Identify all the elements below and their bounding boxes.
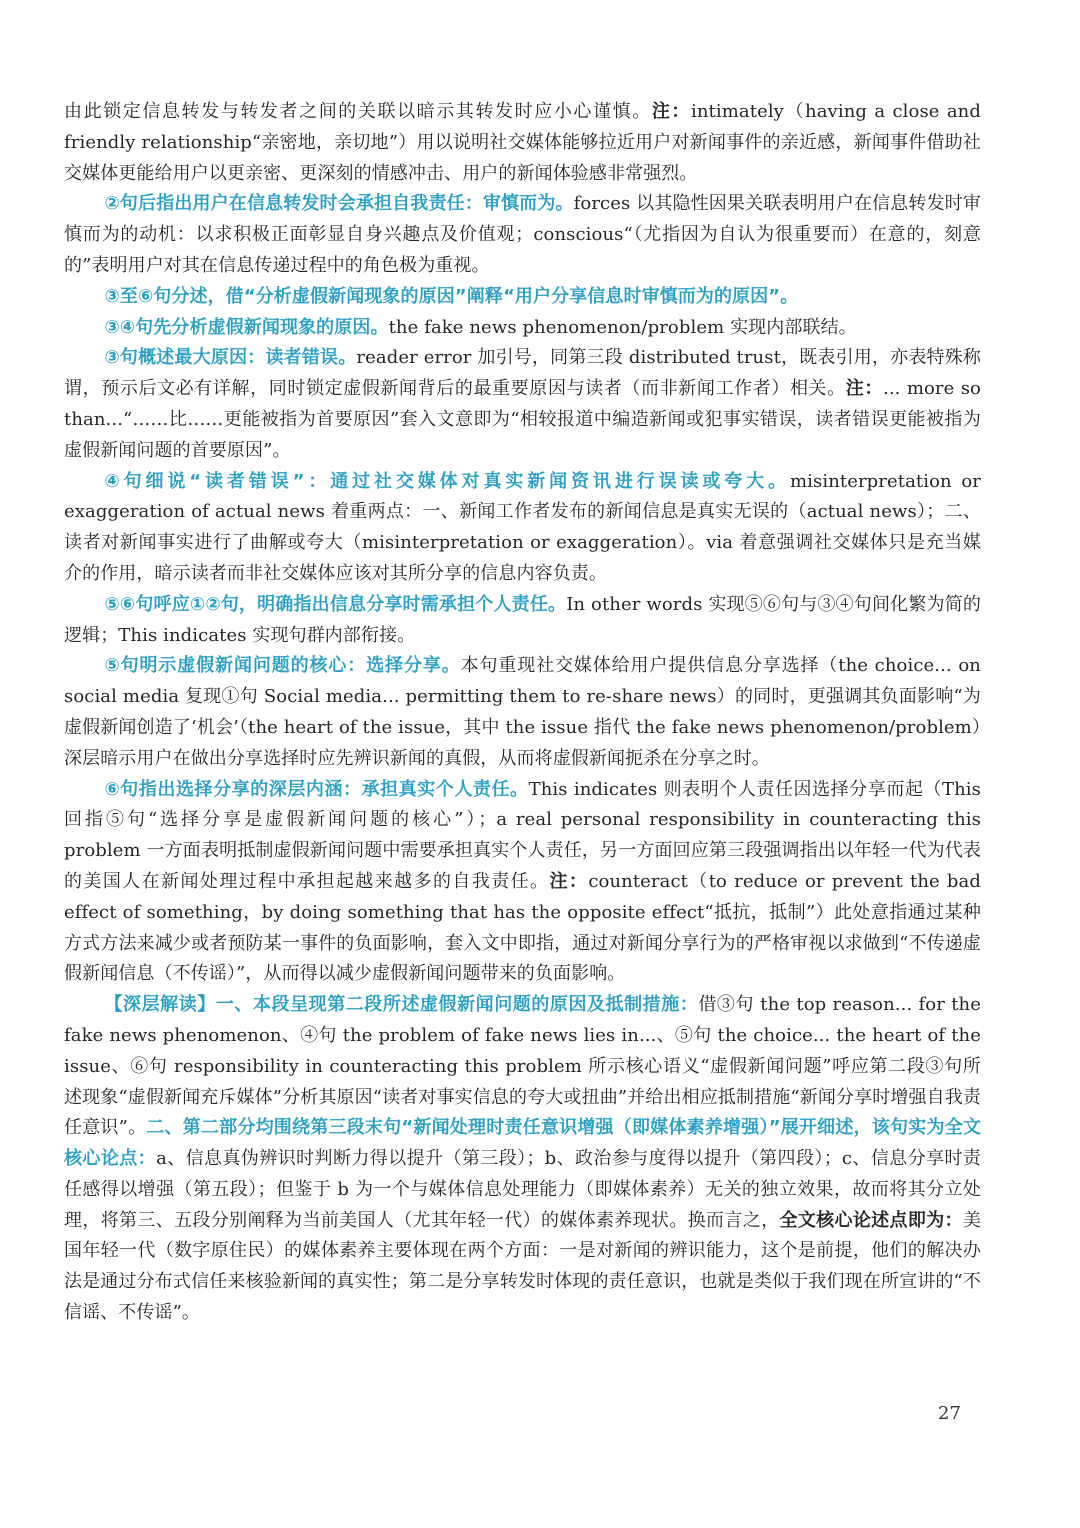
paragraph — [64, 467, 981, 590]
highlighted-text: ⑤句明示虚假新闻问题的核心：选择分享。 — [104, 655, 461, 677]
highlighted-text: 二、第二部分均围绕第三段末句“新闻处理时责任意识增强（即媒体素养增强）”展开细述，该句实为全文核心论点： — [64, 1117, 982, 1170]
body-text-run: 美国年轻一代（数字原住民）的媒体素养主要体现在两个方面：一是对新闻的辨识能力，这个是前提，他们的解决办法是通过分布式信任来核验新闻的真实性；第二是分享转发时体现的责任意识，也就是类似于我们现在所宣讲的“不信谣、不传谣”。 — [64, 1209, 981, 1324]
paragraph — [64, 189, 981, 281]
paragraph — [64, 313, 981, 344]
body-text-run: counteract（to reduce or prevent the bad effect of something，by doing something that has the opposite effect“抵抗，抵制”）此处意指通过某种方式方法来减少或者预防某一事件的负面影响，套入文中即指，通过对新闻分享行为的严格审视以求做到“不传递虚假新闻信息（不传谣）”，从而得以减少虚假新闻问题带来的负面影响。 — [64, 870, 982, 985]
body-text-run: forces 以其隐性因果关联表明用户在信息转发时审慎而为的动机：以求积极正面彰显自身兴趣点及价值观；conscious“（尤指因为自认为很重要而）在意的，刻意的”表明用户对其在信息传递过程中的角色极为重视。 — [64, 193, 981, 276]
highlighted-text: ④句细说“读者错误”：通过社交媒体对真实新闻资讯进行误读或夸大。 — [104, 470, 790, 492]
bold-note-label: 注： — [549, 870, 589, 892]
highlighted-text: ③④句先分析虚假新闻现象的原因。 — [104, 316, 389, 338]
body-text — [64, 97, 981, 1329]
body-text-run: ... more so than...“……比……更能被指为首要原因”套入文意即为“相较报道中编造新闻或犯事实错误，读者错误更能被指为虚假新闻问题的首要原因”。 — [64, 378, 981, 461]
page-number: 27 — [938, 1403, 961, 1424]
body-text-run: 由此锁定信息转发与转发者之间的关联以暗示其转发时应小心谨慎。 — [64, 101, 652, 122]
paragraph — [64, 775, 981, 991]
paragraph — [64, 97, 981, 189]
body-text-run: In other words 实现⑤⑥句与③④句间化繁为简的逻辑；This indicates 实现句群内部衔接。 — [64, 593, 981, 646]
body-text-run: reader error 加引号，同第三段 distributed trust，既表引用，亦表特殊称谓，预示后文必有详解，同时锁定虚假新闻背后的最重要原因与读者（而非新闻工作者）相关。 — [64, 347, 982, 400]
paragraph — [64, 651, 981, 774]
body-text-run: intimately（having a close and friendly relationship“亲密地，亲切地”）用以说明社交媒体能够拉近用户对新闻事件的亲近感，新闻事件借助社交媒体更能给用户以更亲密、更深刻的情感冲击、用户的新闻体验感非常强烈。 — [64, 101, 981, 184]
highlighted-text: ②句后指出用户在信息转发时会承担自我责任：审慎而为。 — [104, 193, 574, 215]
highlighted-text: ③句概述最大原因：读者错误。 — [104, 347, 357, 369]
highlighted-text: ⑥句指出选择分享的深层内涵：承担真实个人责任。 — [104, 778, 529, 800]
highlighted-text: 【深层解读】一、本段呈现第二段所述虚假新闻问题的原因及抵制措施： — [104, 994, 699, 1016]
highlighted-text: ③至⑥句分述，借“分析虚假新闻现象的原因”阐释“用户分享信息时审慎而为的原因”。 — [104, 285, 799, 307]
bold-note-label: 注： — [845, 378, 884, 400]
paragraph — [64, 282, 981, 313]
highlighted-text: ⑤⑥句呼应①②句，明确指出信息分享时需承担个人责任。 — [104, 593, 567, 615]
body-text-run: the fake news phenomenon/problem 实现内部联结。 — [388, 316, 857, 338]
paragraph — [64, 990, 981, 1329]
bold-note-label: 注： — [651, 101, 691, 122]
paragraph — [64, 590, 981, 652]
body-text-run: a、信息真伪辨识时判断力得以提升（第三段）；b、政治参与度得以提升（第四段）；c、信息分享时责任感得以增强（第五段）；但鉴于 b 为一个与媒体信息处理能力（即媒体素养）无关的独立效果，故而将其分立处理，将第三、五段分别阐释为当前美国人（尤其年轻一代）的媒体素养现状。换而言之， — [64, 1148, 981, 1231]
body-text-run: 借③句 the top reason... for the fake news phenomenon、④句 the problem of fake news lies in...、⑤句 the choice... the heart of the issue、⑥句 responsibility in counteracting this problem 所示核心语义“虚假新闻问题”呼应第二段③句所述现象“虚假新闻充斥媒体”分析其原因“读者对事实信息的夸大或扭曲”并给出相应抵制措施“新闻分享时增强自我责任意识”。 — [64, 994, 982, 1139]
body-text-run: This indicates 则表明个人责任因选择分享而起（This 回指⑤句“选择分享是虚假新闻问题的核心”）；a real personal responsibility in counteracting this problem 一方面表明抵制虚假新闻问题中需要承担真实个人责任，另一方面回应第三段强调指出以年轻一代为代表的美国人在新闻处理过程中承担起越来越多的自我责任。 — [64, 778, 982, 892]
body-text-run: misinterpretation or exaggeration of actual news 着重两点：一、新闻工作者发布的新闻信息是真实无误的（actual news）；二、读者对新闻事实进行了曲解或夸大（misinterpretation or exaggeration）。via 着意强调社交媒体只是充当媒介的作用，暗示读者而非社交媒体应该对其所分享的信息内容负责。 — [64, 470, 981, 584]
bold-note-label: 全文核心论述点即为： — [779, 1209, 963, 1231]
paragraph — [64, 343, 981, 466]
body-text-run: 本句重现社交媒体给用户提供信息分享选择（the choice... on social media 复现①句 Social media... permitting them to re-share news）的同时，更强调其负面影响“为虚假新闻创造了‘机会’（the heart of the issue，其中 the issue 指代 the fake news phenomenon/problem）深层暗示用户在做出分享选择时应先辨识新闻的真假，从而将虚假新闻扼杀在分享之时。 — [64, 655, 981, 769]
